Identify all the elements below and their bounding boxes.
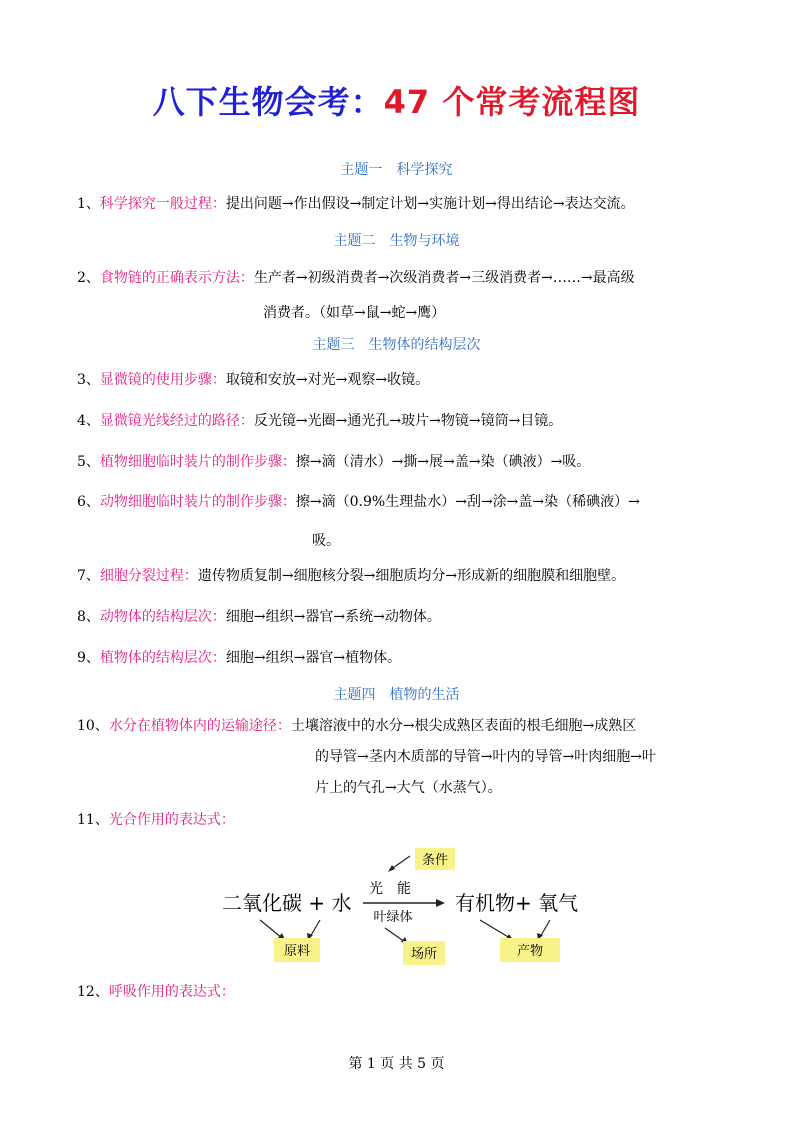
products-arrow-right bbox=[540, 920, 550, 937]
list-item bbox=[77, 982, 235, 1002]
reactants-text: 二氧化碳 + 水 bbox=[222, 891, 352, 915]
products-arrow-left bbox=[480, 920, 510, 938]
topic-name: 生物体的结构层次 bbox=[368, 337, 481, 353]
topic-heading bbox=[0, 231, 793, 251]
item-heading: 呼吸作用的表达式： bbox=[108, 984, 235, 1000]
item-heading: 动物体的结构层次： bbox=[99, 609, 226, 625]
item-text: 擦→滴（0.9%生理盐水）→刮→涂→盖→染（稀碘液）→ bbox=[295, 494, 640, 510]
materials-tag: 原料 bbox=[283, 944, 311, 959]
item-number: 1、 bbox=[77, 196, 100, 212]
title-part2: 47 个常考流程图 bbox=[383, 83, 641, 121]
topic-heading bbox=[0, 685, 793, 705]
condition-arrowhead bbox=[388, 865, 395, 872]
item-heading: 科学探究一般过程： bbox=[99, 196, 226, 212]
topic-label: 主题三 bbox=[312, 337, 355, 353]
item-number: 7、 bbox=[77, 568, 100, 584]
products-tag: 产物 bbox=[516, 944, 544, 959]
item-number: 12、 bbox=[77, 984, 109, 1000]
item-heading: 食物链的正确表示方法： bbox=[99, 270, 254, 286]
list-item bbox=[77, 370, 429, 390]
topic-heading bbox=[0, 335, 793, 355]
item-number: 2、 bbox=[77, 270, 100, 286]
materials-arrow-left bbox=[260, 920, 282, 938]
item-text: 土壤溶液中的水分→根尖成熟区表面的根毛细胞→成熟区 bbox=[290, 718, 637, 734]
list-item bbox=[77, 810, 235, 830]
list-item bbox=[77, 566, 625, 586]
item-number: 10、 bbox=[77, 718, 109, 734]
topic-name: 科学探究 bbox=[396, 162, 453, 178]
item-text: 细胞→组织→器官→植物体。 bbox=[225, 650, 402, 666]
item-heading: 光合作用的表达式： bbox=[108, 812, 235, 828]
list-item bbox=[77, 716, 636, 736]
list-item bbox=[77, 492, 640, 512]
item-heading: 显微镜光线经过的路径： bbox=[99, 413, 254, 429]
energy-label: 光 能 bbox=[369, 881, 411, 897]
topic-name: 植物的生活 bbox=[389, 687, 460, 703]
place-tag: 场所 bbox=[410, 947, 438, 962]
item-text: 细胞→组织→器官→系统→动物体。 bbox=[225, 609, 441, 625]
item-text: 生产者→初级消费者→次级消费者→三级消费者→……→最高级 bbox=[253, 270, 635, 286]
site-label: 叶绿体 bbox=[373, 910, 413, 925]
page-footer: 第 1 页 共 5 页 bbox=[348, 1056, 445, 1072]
item-continuation: 消费者。（如草→鼠→蛇→鹰） bbox=[263, 305, 446, 321]
item-continuation: 片上的气孔→大气（水蒸气）。 bbox=[315, 780, 502, 796]
products-text: 有机物+ 氧气 bbox=[455, 891, 579, 915]
item-text: 擦→滴（清水）→撕→展→盖→染（碘液）→吸。 bbox=[295, 454, 591, 470]
item-number: 9、 bbox=[77, 650, 100, 666]
list-item bbox=[77, 268, 635, 288]
topic-label: 主题一 bbox=[340, 162, 383, 178]
page-title bbox=[0, 78, 793, 126]
photosynthesis-diagram bbox=[200, 838, 600, 973]
item-number: 4、 bbox=[77, 413, 100, 429]
item-heading: 水分在植物体内的运输途径： bbox=[108, 718, 291, 734]
item-heading: 细胞分裂过程： bbox=[99, 568, 198, 584]
item-number: 3、 bbox=[77, 372, 100, 388]
reaction-arrowhead bbox=[436, 899, 445, 907]
item-text: 取镜和安放→对光→观察→收镜。 bbox=[225, 372, 430, 388]
item-text: 遗传物质复制→细胞核分裂→细胞质均分→形成新的细胞膜和细胞壁。 bbox=[197, 568, 626, 584]
topic-label: 主题四 bbox=[333, 687, 376, 703]
condition-tag: 条件 bbox=[421, 853, 449, 868]
item-heading: 植物细胞临时装片的制作步骤： bbox=[99, 454, 296, 470]
list-item bbox=[77, 194, 635, 214]
item-text: 反光镜→光圈→通光孔→玻片→物镜→镜筒→目镜。 bbox=[253, 413, 563, 429]
place-arrow bbox=[385, 928, 405, 942]
topic-label: 主题二 bbox=[333, 233, 376, 249]
list-item bbox=[77, 411, 562, 431]
item-heading: 动物细胞临时装片的制作步骤： bbox=[99, 494, 296, 510]
item-text: 提出问题→作出假设→制定计划→实施计划→得出结论→表达交流。 bbox=[225, 196, 635, 212]
list-item bbox=[77, 648, 401, 668]
item-number: 11、 bbox=[77, 812, 109, 828]
item-number: 5、 bbox=[77, 454, 100, 470]
title-part1: 八下生物会考： bbox=[152, 83, 384, 121]
item-heading: 显微镜的使用步骤： bbox=[99, 372, 226, 388]
materials-arrow-right bbox=[310, 920, 320, 937]
item-number: 6、 bbox=[77, 494, 100, 510]
topic-name: 生物与环境 bbox=[389, 233, 460, 249]
list-item bbox=[77, 452, 590, 472]
list-item bbox=[77, 607, 441, 627]
item-continuation: 吸。 bbox=[312, 533, 340, 549]
item-continuation: 的导管→茎内木质部的导管→叶内的导管→叶肉细胞→叶 bbox=[315, 749, 656, 765]
item-heading: 植物体的结构层次： bbox=[99, 650, 226, 666]
item-number: 8、 bbox=[77, 609, 100, 625]
topic-heading bbox=[0, 160, 793, 180]
